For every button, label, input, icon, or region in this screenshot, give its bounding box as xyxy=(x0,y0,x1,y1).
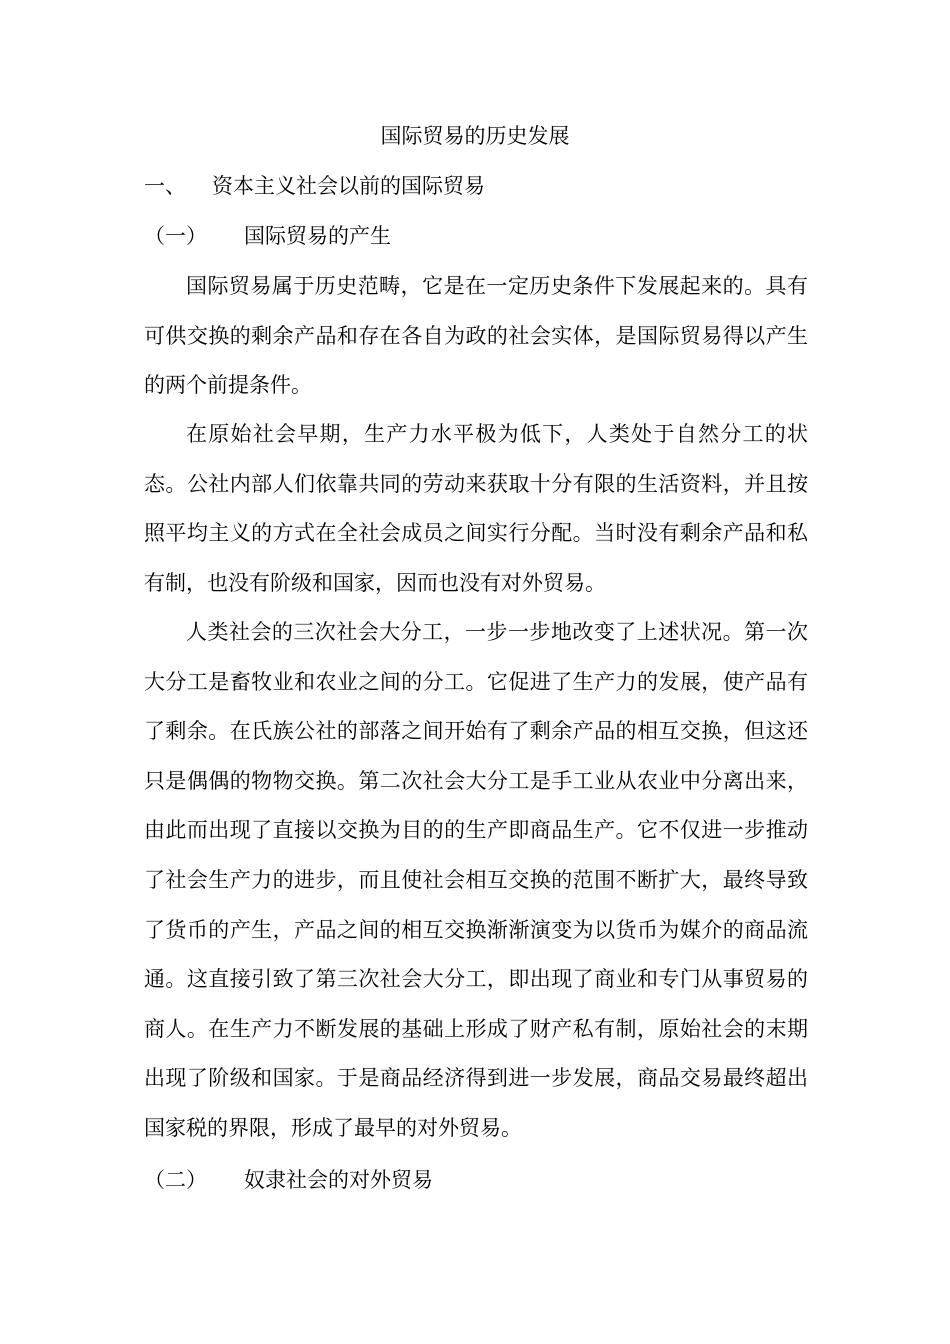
section-title: 资本主义社会以前的国际贸易 xyxy=(212,174,485,198)
subsection-number: （二） xyxy=(144,1168,207,1192)
subsection-heading-2 xyxy=(144,1164,433,1196)
section-heading-1 xyxy=(144,170,485,202)
body-paragraph: 在原始社会早期，生产力水平极为低下，人类处于自然分工的状态。公社内部人们依靠共同的劳动来获取十分有限的生活资料，并且按照平均主义的方式在全社会成员之间实行分配。当时没有剩余产品和私有制，也没有阶级和国家，因而也没有对外贸易。 xyxy=(144,422,808,595)
subsection-title: 国际贸易的产生 xyxy=(244,224,391,248)
subsection-number: （一） xyxy=(144,224,207,248)
body-paragraph: 人类社会的三次社会大分工，一步一步地改变了上述状况。第一次大分工是畜牧业和农业之间的分工。它促进了生产力的发展，使产品有了剩余。在氏族公社的部落之间开始有了剩余产品的相互交换，但这还只是偶偶的物物交换。第二次社会大分工是手工业从农业中分离出来，由此而出现了直接以交换为目的的生产即商品生产。它不仅进一步推动了社会生产力的进步，而且使社会相互交换的范围不断扩大，最终导致了货币的产生，产品之间的相互交换渐渐演变为以货币为媒介的商品流通。这直接引致了第三次社会大分工，即出现了商业和专门从事贸易的商人。在生产力不断发展的基础上形成了财产私有制，原始社会的末期出现了阶级和国家。于是商品经济得到进一步发展，商品交易最终超出国家税的界限，形成了最早的对外贸易。 xyxy=(144,620,808,1140)
subsection-title: 奴隶社会的对外贸易 xyxy=(244,1168,433,1192)
section-number: 一、 xyxy=(144,174,186,198)
body-paragraph: 国际贸易属于历史范畴，它是在一定历史条件下发展起来的。具有可供交换的剩余产品和存在各自为政的社会实体，是国际贸易得以产生的两个前提条件。 xyxy=(144,274,808,398)
document-title: 国际贸易的历史发展 xyxy=(380,124,570,148)
subsection-heading-1 xyxy=(144,220,391,252)
